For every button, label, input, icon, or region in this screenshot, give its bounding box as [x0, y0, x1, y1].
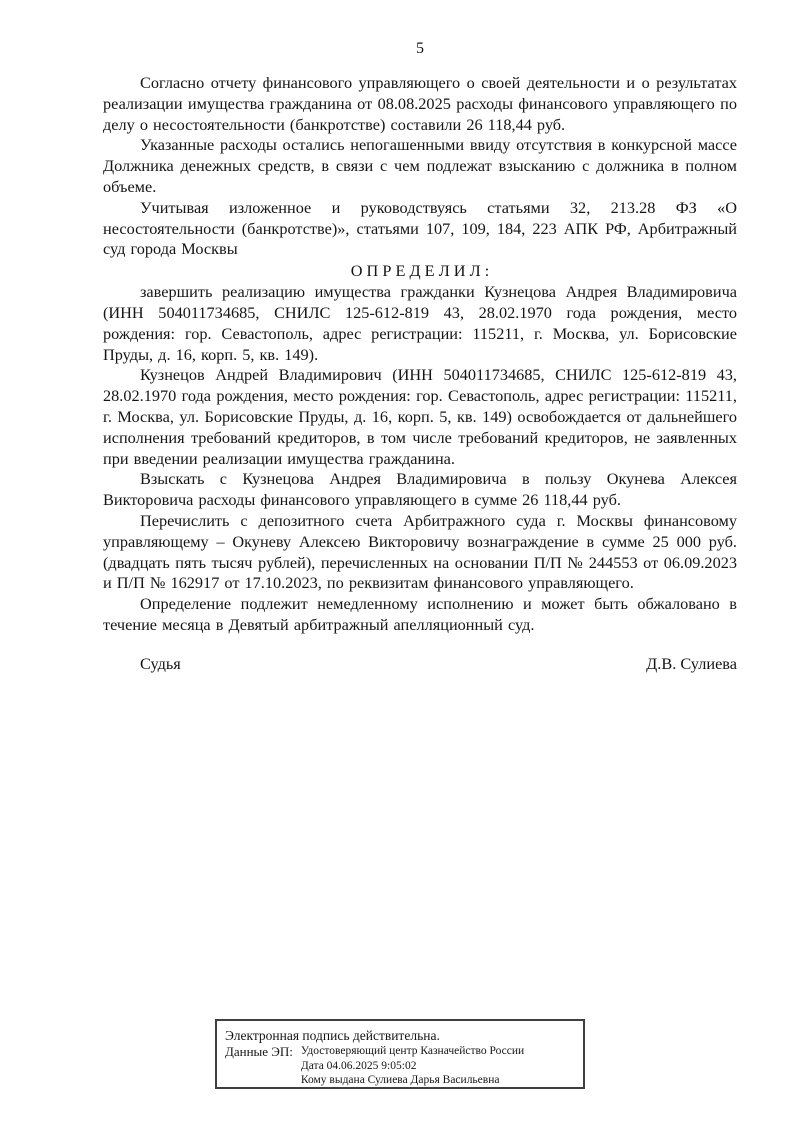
stamp-certificate-authority: Удостоверяющий центр Казначейство России [300, 1045, 525, 1057]
stamp-issued-to: Кому выдана Сулиева Дарья Васильевна [300, 1074, 500, 1086]
paragraph-report-expenses: Согласно отчету финансового управляющего о своей деятельности и о результатах реализации имущества гражданина от 08.08.2025 расходы финансового управляющего по делу о несостоятельности (банкротстве) составили 26 118,44 руб. [103, 73, 737, 134]
paragraph-recover-expenses: Взыскать с Кузнецова Андрея Владимировича в пользу Окунева Алексея Викторовича расходы финансового управляющего в сумме 26 118,44 руб. [103, 469, 737, 510]
stamp-validity-text: Электронная подпись действительна. [225, 1028, 440, 1043]
signature-row [103, 653, 737, 674]
paragraph-complete-realization: завершить реализацию имущества гражданки Кузнецова Андрея Владимировича (ИНН 504011734685, СНИЛС 125-612-819 43, 28.02.1970 года рождения, место рождения: гор. Севастополь, адрес регистрации: 115211, г. Москва, ул. Борисовские Пруды, д. 16, корп. 5, кв. 149). [103, 282, 737, 364]
resolution-heading: О П Р Е Д Е Л И Л : [350, 261, 490, 281]
stamp-details [301, 1044, 524, 1088]
page-number: 5 [416, 40, 424, 57]
judge-role-label: Судья [140, 653, 181, 673]
paragraph-debtor-release: Кузнецов Андрей Владимирович (ИНН 504011734685, СНИЛС 125-612-819 43, 28.02.1970 года рождения, место рождения: гор. Севастополь, адрес регистрации: 115211, г. Москва, ул. Борисовские Пруды, д. 16, корп. 5, кв. 149) освобождается от дальнейшего исполнения требований кредиторов, в том числе требований кредиторов, не заявленных при введении реализации имущества гражданина. [103, 365, 737, 468]
page-content [103, 38, 737, 674]
judge-name: Д.В. Сулиева [646, 653, 737, 673]
paragraph-transfer-remuneration: Перечислить с депозитного счета Арбитражного суда г. Москвы финансовому управляющему – Окуневу Алексею Викторовичу вознаграждение в сумме 25 000 руб. (двадцать пять тысяч рублей), перечисленных на основании П/П № 244553 от 06.09.2023 и П/П № 162917 от 17.10.2023, по реквизитам финансового управляющего. [103, 510, 737, 593]
digital-signature-stamp [215, 1019, 585, 1089]
paragraph-legal-basis: Учитывая изложенное и руководствуясь статьями 32, 213.28 ФЗ «О несостоятельности (банкротстве)», статьями 107, 109, 184, 223 АПК РФ, Арбитражный суд города Москвы [103, 197, 737, 259]
paragraph-unpaid-expenses: Указанные расходы остались непогашенными ввиду отсутствия в конкурсной массе Должника денежных средств, в связи с чем подлежат взысканию с должника в полном объеме. [103, 135, 737, 196]
stamp-data-row [225, 1044, 575, 1088]
stamp-data-label: Данные ЭП: [225, 1044, 293, 1059]
paragraph-appeal-terms: Определение подлежит немедленному исполнению и может быть обжаловано в течение месяца в Девятый арбитражный апелляционный суд. [103, 594, 737, 634]
stamp-date: Дата 04.06.2025 9:05:02 [300, 1059, 417, 1072]
